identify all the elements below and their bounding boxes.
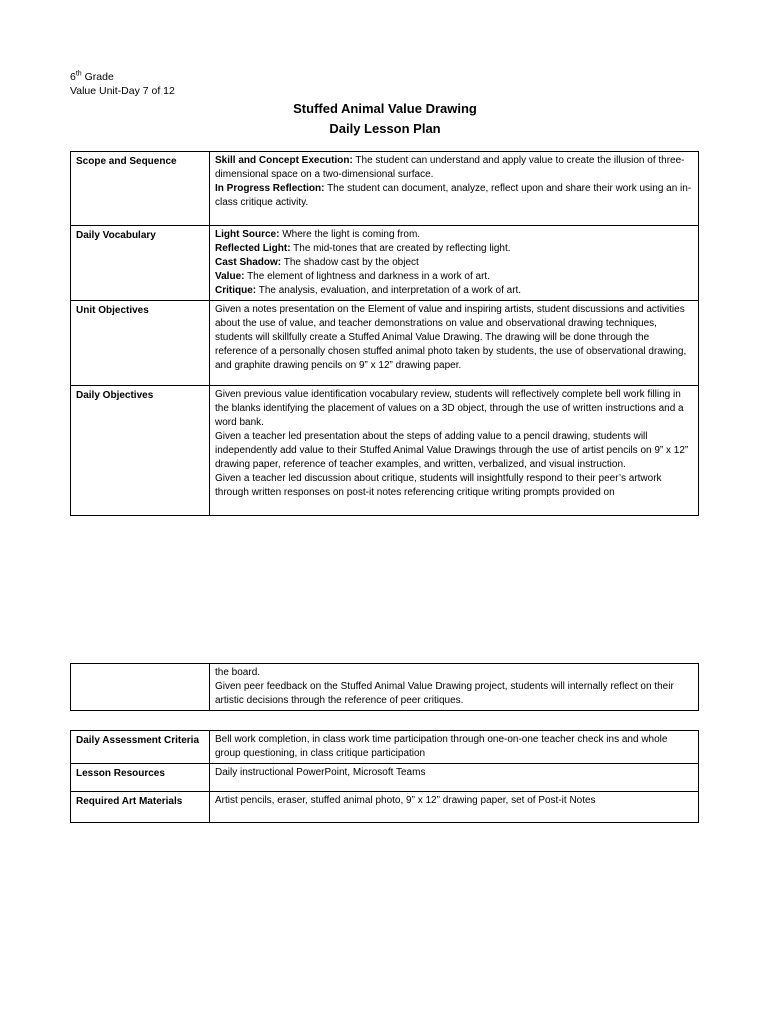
vocab-item: Critique: The analysis, evaluation, and interpretation of a work of art.	[215, 285, 522, 296]
daily-objective-4: Given peer feedback on the Stuffed Animal Value Drawing project, students will internally reflect on their artistic decisions through the reference of peer critiques.	[215, 681, 674, 706]
unit-day: Value Unit-Day 7 of 12	[70, 85, 175, 97]
materials-label: Required Art Materials	[71, 792, 210, 823]
vocab-item: Value: The element of lightness and darkness in a work of art.	[215, 271, 490, 282]
lesson-plan-table-continued	[70, 663, 699, 711]
scope-term-1: Skill and Concept Execution:	[215, 155, 353, 166]
title-block	[70, 99, 700, 139]
scope-content	[210, 152, 699, 226]
document-title: Stuffed Animal Value Drawing	[293, 101, 477, 116]
unit-objectives-label: Unit Objectives	[71, 301, 210, 386]
grade-superscript: th	[75, 70, 82, 78]
grade-line	[70, 70, 700, 84]
daily-objective-2: Given a teacher led presentation about the steps of adding value to a pencil drawing, students will independently add value to their Stuffed Animal Value Drawings through the use of artist pencils on 9” x 12” drawing paper, reference of teacher examples, and written, verbalized, and visual instruction.	[215, 431, 689, 470]
daily-objective-3-continued: the board.	[215, 667, 261, 678]
row-vocabulary	[71, 226, 699, 301]
daily-objective-3: Given a teacher led discussion about critique, students will insightfully respond to their peer’s artwork through written responses on post-it notes referencing critique writing prompts provided on	[215, 473, 662, 498]
vocab-label: Daily Vocabulary	[71, 226, 210, 301]
daily-objectives-continued	[210, 664, 699, 711]
vocab-item: Reflected Light: The mid-tones that are created by reflecting light.	[215, 243, 511, 254]
lesson-plan-table-page1	[70, 151, 699, 516]
daily-objectives-content	[210, 386, 699, 516]
row-unit-objectives	[71, 301, 699, 386]
scope-text-1: The student can understand and apply value to create the illusion of three-dimensional space on a two-dimensional surface.	[215, 155, 685, 180]
vocab-item: Light Source: Where the light is coming from.	[215, 229, 421, 240]
document-subtitle: Daily Lesson Plan	[329, 121, 441, 136]
row-daily-objectives	[71, 386, 699, 516]
empty-label-cell	[71, 664, 210, 711]
scope-label: Scope and Sequence	[71, 152, 210, 226]
vocab-content	[210, 226, 699, 301]
daily-objective-1: Given previous value identification vocabulary review, students will reflectively complete bell work filling in the blanks identifying the placement of values on a 3D object, through the use of written instructions and a word bank.	[215, 389, 684, 428]
unit-objectives-text: Given a notes presentation on the Element of value and inspiring artists, student discussions and activities about the use of value, and teacher demonstrations on value and observational drawing techniques, students will skillfully create a Stuffed Animal Value Drawing. The drawing will be done through the reference of a personally chosen stuffed animal photo taken by students, the use of observational drawing, and graphite drawing pencils on 9” x 12” drawing paper.	[210, 301, 699, 386]
grade-number: 6	[70, 71, 76, 83]
document-header	[70, 70, 700, 98]
grade-word: Grade	[84, 71, 114, 83]
row-daily-objectives-continued	[71, 664, 699, 711]
row-materials	[71, 792, 699, 823]
scope-term-2: In Progress Reflection:	[215, 183, 325, 194]
row-scope	[71, 152, 699, 226]
row-assessment	[71, 731, 699, 764]
vocab-item: Cast Shadow: The shadow cast by the object	[215, 257, 419, 268]
materials-text: Artist pencils, eraser, stuffed animal photo, 9” x 12” drawing paper, set of Post-it Notes	[210, 792, 699, 823]
scope-text-2: The student can document, analyze, reflect upon and share their work using an in-class critique activity.	[215, 183, 692, 208]
daily-objectives-label: Daily Objectives	[71, 386, 210, 516]
resources-label: Lesson Resources	[71, 764, 210, 792]
row-resources	[71, 764, 699, 792]
lesson-plan-table-criteria	[70, 730, 699, 823]
assessment-label: Daily Assessment Criteria	[71, 731, 210, 764]
assessment-text: Bell work completion, in class work time participation through one-on-one teacher check ins and whole group questioning, in class critique participation	[210, 731, 699, 764]
resources-text: Daily instructional PowerPoint, Microsoft Teams	[210, 764, 699, 792]
